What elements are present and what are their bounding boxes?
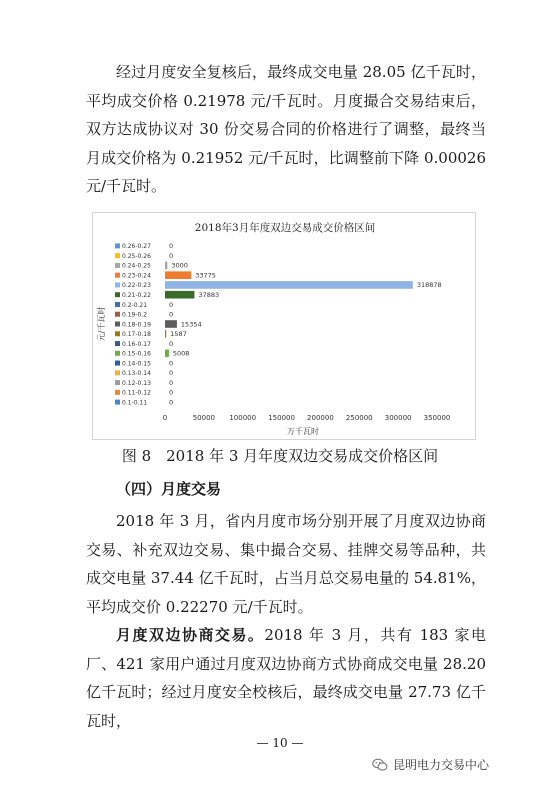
legend-label: 0.22-0.23 bbox=[122, 282, 151, 290]
x-tick-label: 300000 bbox=[384, 414, 412, 422]
paragraph-2: 2018 年 3 月，省内月度市场分别开展了月度双边协商交易、补充双边交易、集中撮合交易、挂牌交易等品种，共成交电量 37.44 亿千瓦时，占当月总交易电量的 54.81%，平均成交价 0.22270 元/千瓦时。 bbox=[86, 512, 486, 616]
legend-swatch bbox=[115, 380, 120, 385]
x-tick-label: 0 bbox=[162, 414, 168, 422]
legend-swatch bbox=[115, 370, 120, 375]
legend-label: 0.21-0.22 bbox=[122, 292, 151, 300]
legend-swatch bbox=[115, 400, 120, 405]
page-number: — 10 — bbox=[256, 736, 304, 750]
x-tick-label: 200000 bbox=[307, 414, 334, 422]
data-label: 0 bbox=[169, 310, 174, 319]
chart-svg bbox=[93, 213, 477, 441]
wechat-icon bbox=[372, 758, 388, 772]
legend-label: 0.15-0.16 bbox=[122, 350, 151, 358]
paragraph-3 bbox=[86, 621, 486, 735]
legend-label: 0.14-0.15 bbox=[122, 360, 151, 368]
bar-chart bbox=[92, 212, 476, 440]
x-axis-label: 万千瓦时 bbox=[287, 427, 319, 436]
legend-label: 0.12-0.13 bbox=[122, 379, 151, 387]
data-label: 3000 bbox=[171, 261, 188, 270]
bar bbox=[165, 281, 413, 289]
x-tick-label: 150000 bbox=[268, 414, 295, 422]
paragraph-1: 经过月度安全复核后，最终成交电量 28.05 亿千瓦时，平均成交价格 0.21978 元/千瓦时。月度撮合交易结束后，双方达成协议对 30 份交易合同的价格进行了调整，最终当月成交价格为 0.21952 元/千瓦时，比调整前下降 0.00026 元/千瓦时。 bbox=[86, 63, 486, 195]
legend-label: 0.19-0.2 bbox=[122, 311, 148, 319]
data-label: 37883 bbox=[198, 291, 220, 300]
x-tick-label: 100000 bbox=[229, 414, 257, 422]
watermark bbox=[372, 756, 489, 773]
legend-swatch bbox=[115, 263, 120, 268]
legend-label: 0.17-0.18 bbox=[122, 331, 151, 339]
bar bbox=[165, 262, 167, 270]
data-label: 318878 bbox=[416, 281, 442, 290]
bar bbox=[165, 320, 177, 328]
y-axis-label: 元/千瓦时 bbox=[97, 306, 106, 342]
legend-swatch bbox=[115, 361, 120, 366]
legend-swatch bbox=[115, 243, 120, 248]
chart-title: 2018年3月年度双边交易成交价格区间 bbox=[194, 222, 376, 234]
paragraph-3-lead: 月度双边协商交易。 bbox=[116, 626, 265, 644]
data-label: 0 bbox=[169, 388, 174, 397]
figure-caption: 图 8 2018 年 3 月年度双边交易成交价格区间 bbox=[121, 447, 439, 465]
data-label: 0 bbox=[169, 251, 174, 260]
data-label: 5008 bbox=[172, 349, 190, 358]
bar bbox=[165, 349, 169, 357]
legend-swatch bbox=[115, 322, 120, 327]
data-label: 0 bbox=[169, 359, 174, 368]
legend-swatch bbox=[115, 292, 120, 297]
bar bbox=[165, 291, 194, 299]
legend-label: 0.24-0.25 bbox=[122, 262, 151, 270]
data-label: 0 bbox=[169, 378, 174, 387]
x-tick-label: 50000 bbox=[192, 414, 215, 422]
legend-label: 0.18-0.19 bbox=[122, 321, 151, 329]
bar bbox=[165, 271, 191, 279]
legend-swatch bbox=[115, 331, 120, 336]
legend-swatch bbox=[115, 302, 120, 307]
data-label: 0 bbox=[169, 369, 174, 378]
legend-swatch bbox=[115, 312, 120, 317]
legend-label: 0.16-0.17 bbox=[122, 340, 151, 348]
data-label: 0 bbox=[169, 398, 174, 407]
legend-label: 0.25-0.26 bbox=[122, 252, 151, 260]
legend-label: 0.26-0.27 bbox=[122, 243, 151, 251]
x-tick-label: 250000 bbox=[345, 414, 373, 422]
data-label: 33775 bbox=[195, 271, 216, 280]
watermark-text: 昆明电力交易中心 bbox=[393, 758, 490, 772]
paragraph-3-body: 2018 年 3 月，共有 183 家电厂、421 家用户通过月度双边协商方式协商成交电量 28.20 亿千瓦时；经过月度安全校核后，最终成交电量 27.73 亿千瓦时， bbox=[86, 626, 486, 730]
legend-swatch bbox=[115, 273, 120, 278]
section-heading: （四）月度交易 bbox=[116, 480, 222, 498]
legend-label: 0.2-0.21 bbox=[122, 301, 148, 309]
bar bbox=[165, 330, 166, 338]
data-label: 0 bbox=[169, 242, 174, 251]
legend-label: 0.11-0.12 bbox=[122, 389, 151, 397]
legend-label: 0.1-0.11 bbox=[122, 399, 148, 407]
data-label: 0 bbox=[169, 300, 174, 309]
legend-swatch bbox=[115, 351, 120, 356]
data-label: 1587 bbox=[170, 330, 187, 339]
data-label: 0 bbox=[169, 339, 174, 348]
x-tick-label: 350000 bbox=[423, 414, 451, 422]
legend-label: 0.13-0.14 bbox=[122, 370, 151, 378]
legend-swatch bbox=[115, 390, 120, 395]
data-label: 15354 bbox=[180, 320, 202, 329]
legend-label: 0.23-0.24 bbox=[122, 272, 151, 280]
legend-swatch bbox=[115, 282, 120, 287]
legend-swatch bbox=[115, 341, 120, 346]
legend-swatch bbox=[115, 253, 120, 258]
